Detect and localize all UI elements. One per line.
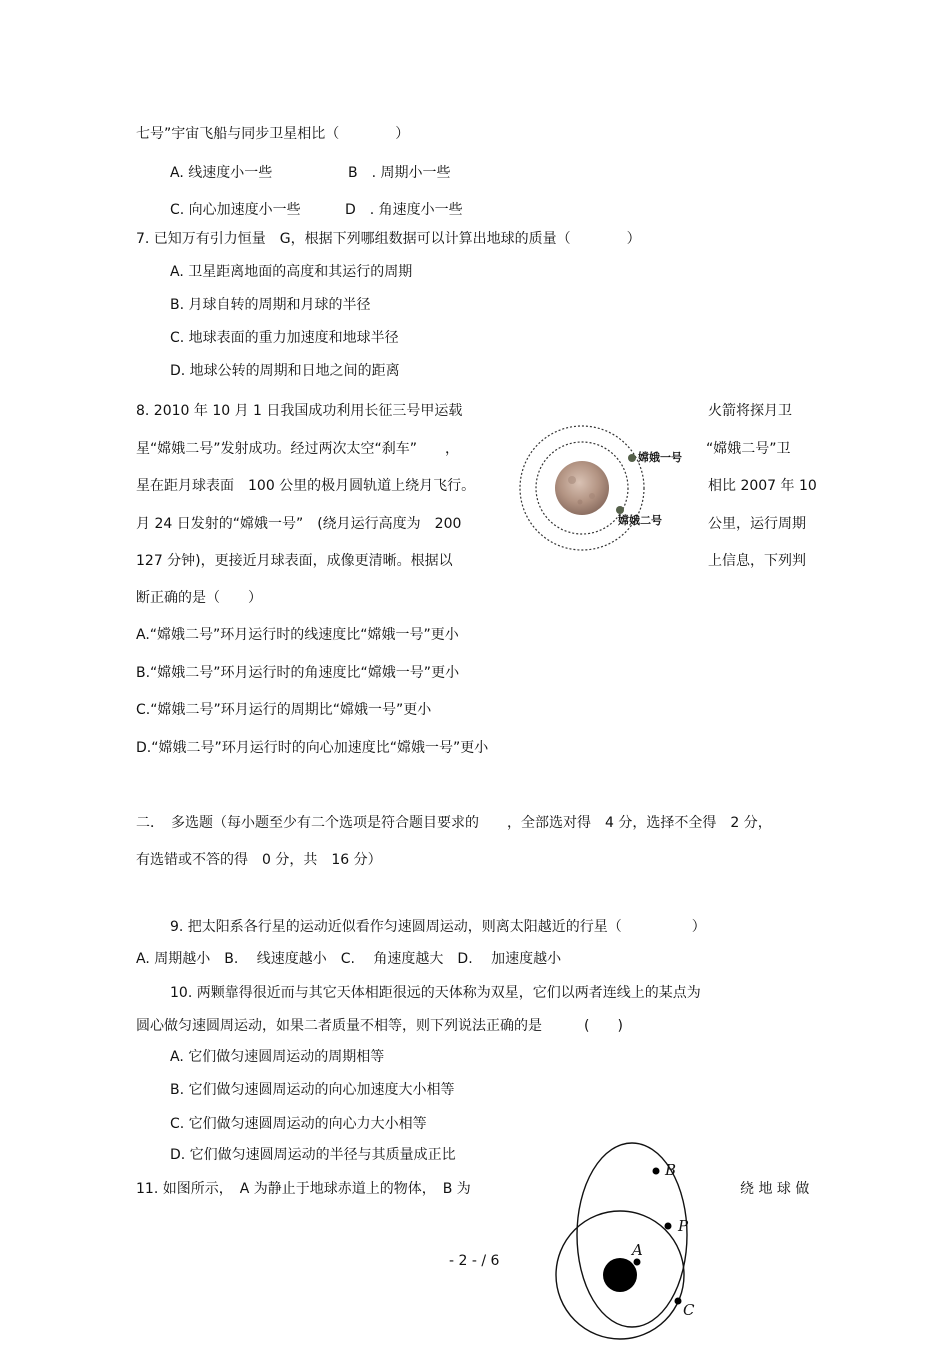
- label-b: B: [665, 1161, 677, 1179]
- label-c: C: [683, 1301, 695, 1319]
- change-1-satellite: [628, 454, 636, 462]
- q8-line-5-right: 上信息，下列判: [708, 553, 806, 569]
- q6-option-d: D . 角速度小一些: [345, 202, 463, 218]
- q9-stem: 9. 把太阳系各行星的运动近似看作匀速圆周运动，则离太阳越近的行星（ ）: [170, 919, 706, 935]
- q11-stem-left: 11. 如图所示， A 为静止于地球赤道上的物体， B 为: [136, 1181, 471, 1197]
- label-a: A: [632, 1241, 643, 1259]
- q10-option-c: C. 它们做匀速圆周运动的向心力大小相等: [170, 1116, 427, 1132]
- section2-heading-line-1: 二． 多选题（每小题至少有二个选项是符合题目要求的 ，全部选对得 4 分，选择不全得 2 分，: [136, 815, 772, 831]
- q10-option-b: B. 它们做匀速圆周运动的向心加速度大小相等: [170, 1082, 455, 1098]
- point-b: [653, 1168, 660, 1175]
- q8-line-5-left: 127 分钟)，更接近月球表面，成像更清晰。根据以: [136, 553, 453, 569]
- q8-option-b: B.“嫦娥二号”环月运行时的角速度比“嫦娥一号”更小: [136, 665, 460, 681]
- q10-option-a: A. 它们做匀速圆周运动的周期相等: [170, 1049, 385, 1065]
- q7-option-d: D. 地球公转的周期和日地之间的距离: [170, 363, 400, 379]
- q6-option-a: A. 线速度小一些: [170, 165, 273, 181]
- q10-option-d: D. 它们做匀速圆周运动的半径与其质量成正比: [170, 1147, 456, 1163]
- point-a: [634, 1259, 641, 1266]
- q8-line-1-left: 8. 2010 年 10 月 1 日我国成功利用长征三号甲运载: [136, 403, 463, 419]
- q9-options: A. 周期越小 B. 线速度越小 C. 角速度越大 D. 加速度越小: [136, 951, 562, 967]
- q8-line-3-left: 星在距月球表面 100 公里的极月圆轨道上绕月飞行。: [136, 478, 476, 494]
- q8-option-a: A.“嫦娥二号”环月运行时的线速度比“嫦娥一号”更小: [136, 627, 459, 643]
- q7-option-a: A. 卫星距离地面的高度和其运行的周期: [170, 264, 413, 280]
- section2-heading-line-2: 有选错或不答的得 0 分，共 16 分）: [136, 852, 382, 868]
- q10-stem-line-1: 10. 两颗靠得很近而与其它天体相距很远的天体称为双星，它们以两者连线上的某点为: [170, 985, 701, 1001]
- moon: [555, 461, 609, 515]
- q7-stem: 7. 已知万有引力恒量 G，根据下列哪组数据可以计算出地球的质量（ ）: [136, 231, 641, 247]
- change-1-label: 嫦娥一号: [638, 451, 682, 464]
- q8-line-1-right: 火箭将探月卫: [708, 403, 792, 419]
- q8-option-d: D.“嫦娥二号”环月运行时的向心加速度比“嫦娥一号”更小: [136, 740, 489, 756]
- change-2-satellite: [616, 506, 624, 514]
- q8-line-4-left: 月 24 日发射的“嫦娥一号” (绕月运行高度为 200: [136, 516, 462, 532]
- q11-stem-right: 绕 地 球 做: [740, 1181, 810, 1197]
- point-c: [675, 1298, 682, 1305]
- earth-orbit-figure: [550, 1140, 730, 1345]
- q8-line-2-left: 星“嫦娥二号”发射成功。经过两次太空“刹车” ，: [136, 441, 460, 457]
- q8-option-c: C.“嫦娥二号”环月运行的周期比“嫦娥一号”更小: [136, 702, 432, 718]
- q6-option-c: C. 向心加速度小一些: [170, 202, 301, 218]
- q7-option-c: C. 地球表面的重力加速度和地球半径: [170, 330, 399, 346]
- q8-line-6: 断正确的是（ ）: [136, 590, 262, 606]
- q6-option-b: B . 周期小一些: [348, 165, 451, 181]
- q6-stem: 七号”宇宙飞船与同步卫星相比（ ）: [136, 126, 410, 142]
- q8-line-2-right: “嫦娥二号”卫: [706, 441, 791, 457]
- q7-option-b: B. 月球自转的周期和月球的半径: [170, 297, 371, 313]
- q8-line-4-right: 公里，运行周期: [708, 516, 806, 532]
- earth: [603, 1258, 637, 1292]
- q8-line-3-right: 相比 2007 年 10: [708, 478, 817, 494]
- moon-orbit-figure: [510, 418, 700, 568]
- point-p: [665, 1223, 672, 1230]
- page-number: - 2 - / 6: [449, 1253, 500, 1269]
- change-2-label: 嫦娥二号: [618, 514, 662, 527]
- q10-stem-line-2: 圆心做匀速圆周运动，如果二者质量不相等，则下列说法正确的是 ( ): [136, 1018, 623, 1034]
- label-p: P: [678, 1217, 689, 1235]
